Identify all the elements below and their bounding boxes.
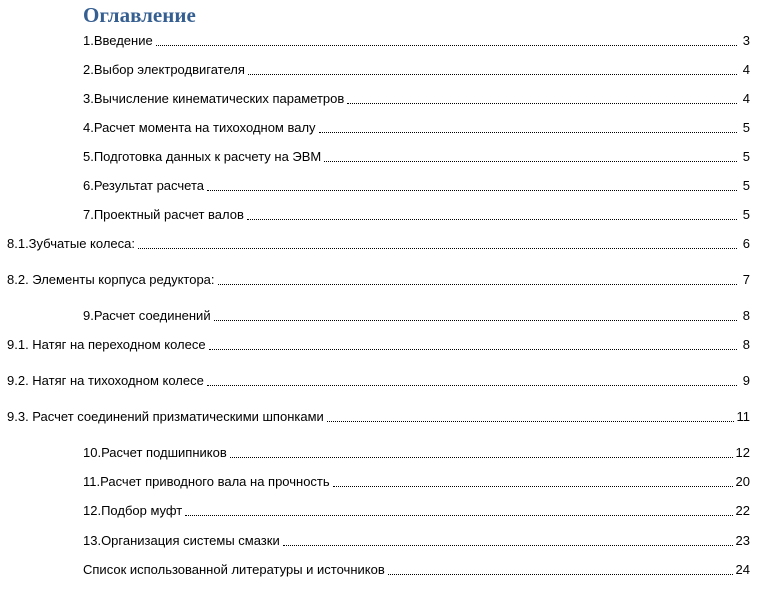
toc-dot-leader [319,132,737,133]
toc-dot-leader [248,74,737,75]
toc-dot-leader [185,515,732,516]
toc-dot-leader [209,349,737,350]
toc-entry-drive-shaft-strength[interactable] [83,472,750,490]
toc-entry-couplings[interactable] [83,501,750,519]
toc-page-number: 5 [742,149,750,164]
toc-entry-references[interactable] [83,560,750,578]
toc-entry-label: 9.3. Расчет соединений призматическими шпонками [7,409,324,424]
toc-dot-leader [214,320,737,321]
toc-page-number: 24 [735,562,750,577]
toc-page-number: 20 [735,474,750,489]
toc-entry-data-preparation[interactable] [83,147,750,165]
toc-dot-leader [333,486,733,487]
toc-entry-housing-elements[interactable] [7,270,750,288]
toc-dot-leader [156,45,737,46]
toc-page-number: 12 [735,445,750,460]
toc-entry-label: 5.Подготовка данных к расчету на ЭВМ [83,149,322,164]
toc-entry-label: 2.Выбор электродвигателя [83,62,245,77]
toc-entry-interference-low-speed[interactable] [7,371,750,389]
toc-entry-label: 8.2. Элементы корпуса редуктора: [7,272,215,287]
toc-entry-label: 9.1. Натяг на переходном колесе [7,337,206,352]
toc-page-number: 8 [742,337,750,352]
toc-page-number: 11 [736,409,750,424]
toc-entry-label: 9.Расчет соединений [83,308,211,323]
toc-page-number: 5 [742,120,750,135]
toc-entry-gear-wheels[interactable] [7,234,750,252]
toc-dot-leader [138,248,737,249]
toc-dot-leader [247,219,737,220]
toc-page-number: 22 [735,503,750,518]
toc-entry-label: 9.2. Натяг на тихоходном колесе [7,373,204,388]
toc-page-number: 4 [742,91,750,106]
toc-entry-shaft-design[interactable] [83,205,750,223]
toc-entry-introduction[interactable] [83,31,750,49]
toc-entry-bearings[interactable] [83,443,750,461]
toc-dot-leader [218,284,737,285]
toc-entry-label: 13.Организация системы смазки [83,533,280,548]
toc-page-number: 5 [742,207,750,222]
toc-entry-interference-intermediate[interactable] [7,335,750,353]
toc-entry-label: 4.Расчет момента на тихоходном валу [83,120,316,135]
toc-page-number: 23 [735,533,750,548]
toc-entry-label: 6.Результат расчета [83,178,204,193]
toc-entry-label: 10.Расчет подшипников [83,445,227,460]
toc-entry-calculation-result[interactable] [83,176,750,194]
toc-dot-leader [283,545,733,546]
toc-page-number: 5 [742,178,750,193]
toc-entry-label: 11.Расчет приводного вала на прочность [83,474,330,489]
toc-entry-label: 12.Подбор муфт [83,503,183,518]
toc-page-number: 8 [742,308,750,323]
toc-entry-label: 8.1.Зубчатые колеса: [7,236,135,251]
toc-dot-leader [388,574,733,575]
toc-dot-leader [230,457,733,458]
toc-entry-label: Список использованной литературы и источников [83,562,385,577]
toc-dot-leader [207,190,737,191]
toc-entry-torque-calculation[interactable] [83,118,750,136]
toc-entry-lubrication[interactable] [83,531,750,549]
toc-dot-leader [347,103,737,104]
toc-entry-connections[interactable] [83,306,750,324]
toc-page-number: 4 [742,62,750,77]
toc-page-number: 6 [742,236,750,251]
toc-entry-label: 1.Введение [83,33,153,48]
toc-entry-label: 7.Проектный расчет валов [83,207,244,222]
toc-entry-motor-selection[interactable] [83,60,750,78]
toc-entry-kinematic-parameters[interactable] [83,89,750,107]
toc-page-number: 7 [742,272,750,287]
toc-dot-leader [324,161,737,162]
toc-title: Оглавление [83,3,196,27]
toc-dot-leader [327,421,734,422]
toc-entry-label: 3.Вычисление кинематических параметров [83,91,345,106]
toc-page-number: 3 [742,33,750,48]
toc-entry-key-connections[interactable] [7,407,750,425]
toc-dot-leader [207,385,737,386]
toc-page-number: 9 [742,373,750,388]
